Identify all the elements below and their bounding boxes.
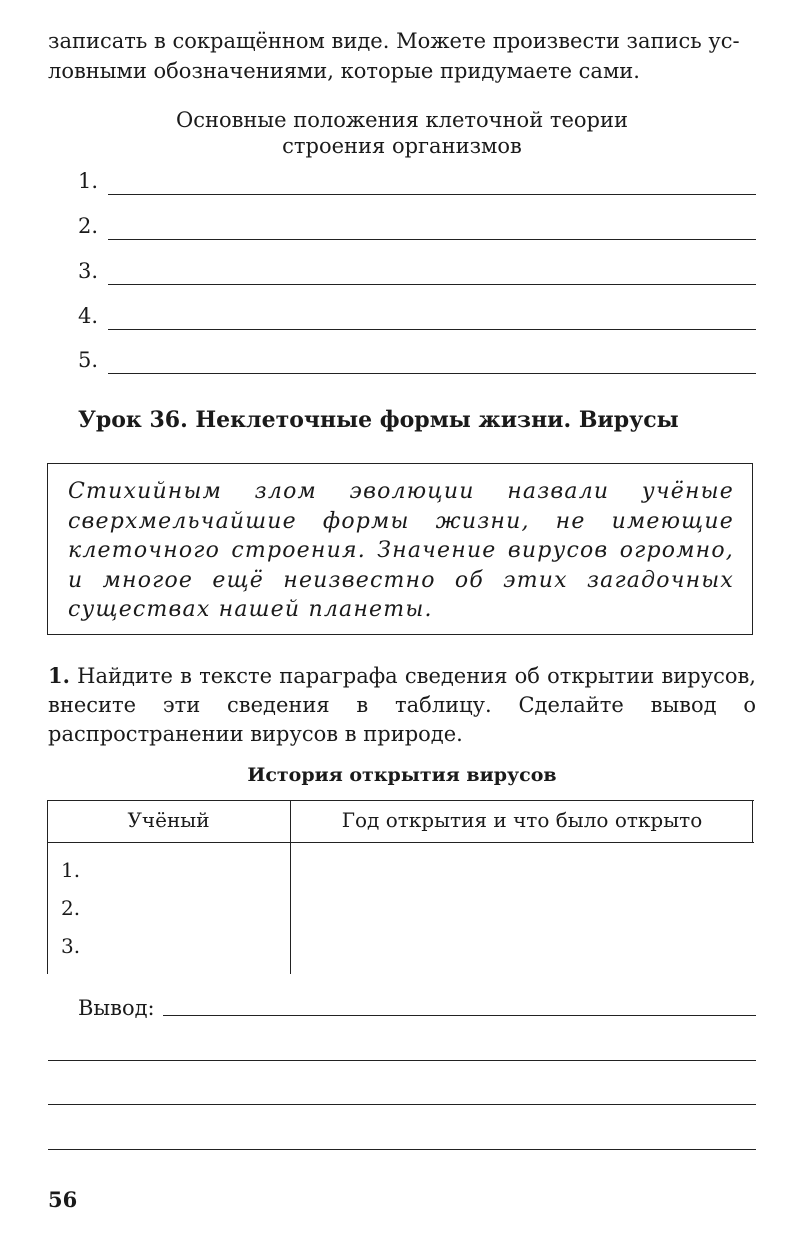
answer-number: 2. — [78, 214, 99, 238]
intro-line-2: ловными обозначениями, которые придумаете сами. — [48, 59, 640, 83]
section-title-line-1: Основные положения клеточной теории — [175, 108, 628, 132]
answer-number: 1. — [78, 169, 99, 193]
conclusion-label: Вывод: — [78, 996, 155, 1020]
conclusion-line-4[interactable] — [48, 1149, 756, 1150]
intro-line-1: записать в сокращённом виде. Можете произвести запись ус- — [48, 29, 740, 53]
page-number: 56 — [48, 1187, 78, 1212]
conclusion-line-1[interactable] — [163, 1015, 756, 1016]
task-text: Найдите в тексте параграфа сведения об открытии вирусов, внесите эти сведения в таблицу. Сделайте вывод о распространении вирусов в природе. — [48, 664, 756, 746]
conclusion-line-3[interactable] — [48, 1104, 756, 1105]
task-1 — [48, 661, 756, 749]
task-number: 1. — [48, 663, 70, 688]
answer-line-3[interactable] — [78, 257, 756, 285]
conclusion-line-2[interactable] — [48, 1060, 756, 1061]
column-header-scientist: Учёный — [127, 808, 210, 832]
answer-number: 5. — [78, 348, 99, 372]
epigraph-box — [47, 463, 753, 635]
answer-number: 3. — [78, 259, 99, 283]
answer-number: 4. — [78, 304, 99, 328]
table-row[interactable]: 1. — [61, 858, 81, 882]
epigraph-text: Стихийным злом эволюции назвали учёные сверхмельчайшие формы жизни, не имеющие клеточного строения. Значение вирусов огромно, и многое ещё неизвестно об этих загадочных существах нашей планеты. — [68, 479, 734, 622]
answer-line-5[interactable] — [78, 346, 756, 374]
table-row[interactable]: 2. — [61, 896, 81, 920]
lesson-title: Урок 36. Неклеточные формы жизни. Вирусы — [78, 407, 679, 433]
section-title-line-2: строения организмов — [282, 134, 522, 158]
answer-line-2[interactable] — [78, 212, 756, 240]
intro-text — [48, 26, 756, 86]
column-header-discovery: Год открытия и что было открыто — [341, 808, 703, 832]
table-title: История открытия вирусов — [247, 764, 557, 786]
table-row[interactable]: 3. — [61, 934, 81, 958]
history-table — [47, 800, 754, 974]
answer-line-4[interactable] — [78, 302, 756, 330]
answer-line-1[interactable] — [78, 167, 756, 195]
